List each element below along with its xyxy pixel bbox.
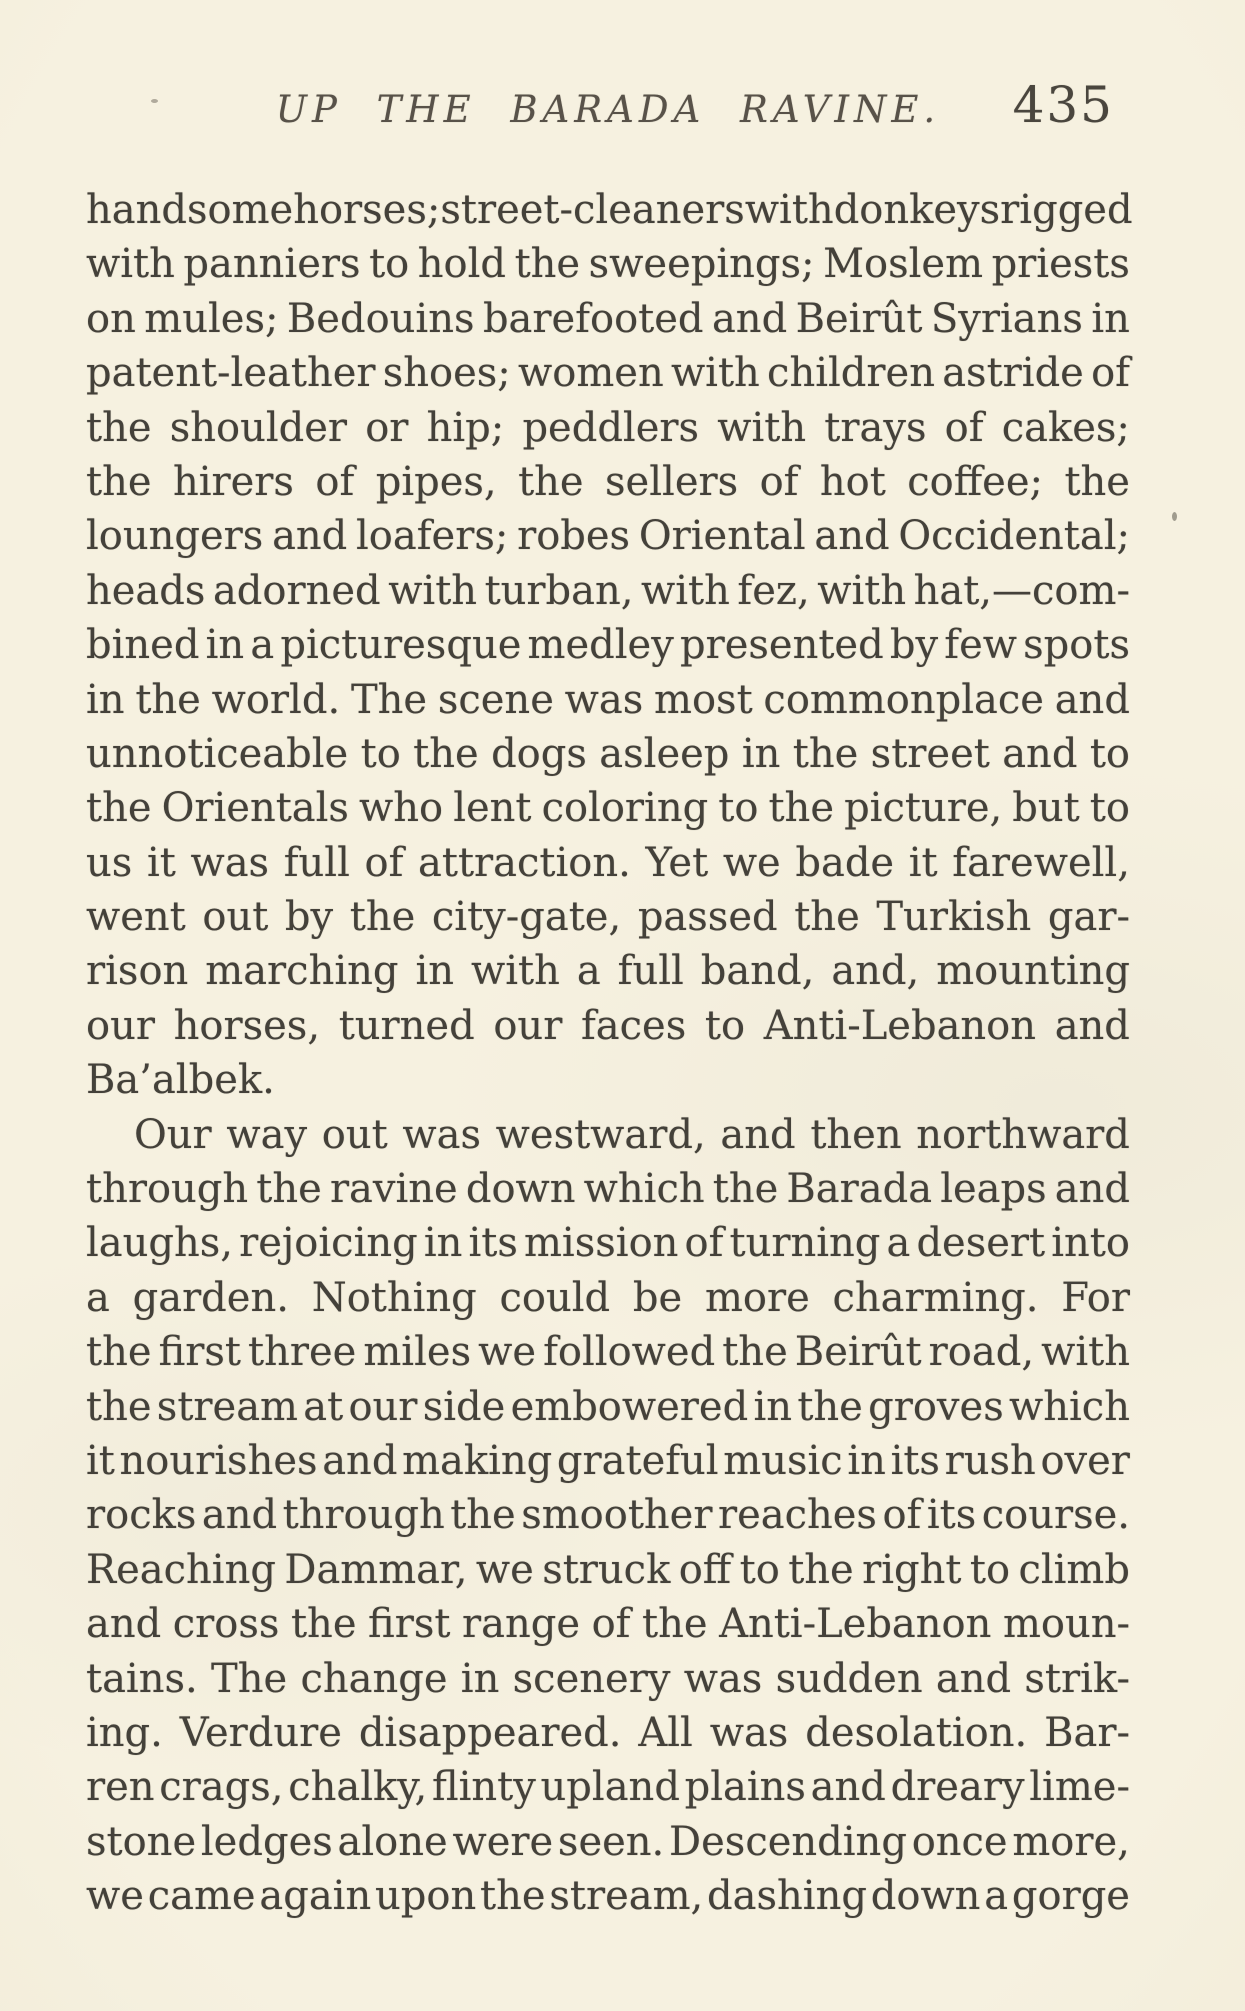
text-line: ren crags, chalky, flinty upland plains and dreary lime- — [86, 1764, 1130, 1811]
text-line: stone ledges alone were seen. Descending once more, — [86, 1818, 1130, 1865]
text-line: a garden. Nothing could be more charming. For — [86, 1274, 1130, 1321]
text-line: us it was full of attraction. Yet we bade it farewell, — [86, 839, 1130, 886]
text-line: in the world. The scene was most commonplace and — [86, 676, 1130, 723]
running-header — [86, 76, 1130, 138]
text-line: the shoulder or hip; peddlers with trays of cakes; — [86, 404, 1130, 451]
ink-speck — [1172, 512, 1177, 521]
page-number: 435 — [1012, 76, 1114, 134]
text-line: bined in a picturesque medley presented by few spots — [86, 622, 1130, 669]
text-line: Our way out was westward, and then northward — [134, 1111, 1130, 1158]
text-line: rocks and through the smoother reaches of its course. — [86, 1492, 1130, 1539]
text-line: it nourishes and making grateful music in its rush over — [86, 1437, 1130, 1484]
text-line: the Orientals who lent coloring to the picture, but to — [86, 785, 1130, 832]
running-header-title: UP THE BARADA RAVINE. — [275, 88, 941, 131]
text-line: the hirers of pipes, the sellers of hot coffee; the — [86, 458, 1130, 505]
text-line: went out by the city-gate, passed the Turkish gar- — [86, 894, 1130, 941]
text-line: loungers and loafers; robes Oriental and Occidental; — [86, 513, 1130, 560]
ink-speck — [151, 99, 158, 103]
body-text — [86, 183, 1133, 1924]
text-line: handsome horses; street-cleaners with donkeys rigged — [86, 187, 1133, 233]
text-line: laughs, rejoicing in its mission of turning a desert into — [86, 1220, 1130, 1267]
text-line: patent-leather shoes; women with children astride of — [86, 350, 1130, 397]
text-line: the stream at our side embowered in the groves which — [86, 1383, 1130, 1430]
text-line: through the ravine down which the Barada leaps and — [86, 1166, 1130, 1213]
text-line: on mules; Bedouins barefooted and Beirût Syrians in — [86, 295, 1130, 342]
text-line: we came again upon the stream, dashing down a gorge — [86, 1873, 1130, 1920]
text-line: rison marching in with a full band, and, mounting — [86, 948, 1130, 995]
text-line: heads adorned with turban, with fez, with hat,—com- — [86, 567, 1130, 614]
text-line: unnoticeable to the dogs asleep in the street and to — [86, 730, 1130, 777]
text-line: our horses, turned our faces to Anti-Lebanon and — [86, 1002, 1130, 1049]
text-line: tains. The change in scenery was sudden and strik- — [86, 1655, 1130, 1702]
text-line: ing. Verdure disappeared. All was desolation. Bar- — [86, 1709, 1130, 1756]
text-line: with panniers to hold the sweepings; Moslem priests — [86, 241, 1130, 288]
text-line: and cross the first range of the Anti-Lebanon moun- — [86, 1601, 1130, 1648]
text-line: Ba’albek. — [86, 1057, 275, 1104]
text-line: the first three miles we followed the Beirût road, with — [86, 1329, 1130, 1376]
text-line: Reaching Dammar, we struck off to the right to climb — [86, 1546, 1130, 1593]
